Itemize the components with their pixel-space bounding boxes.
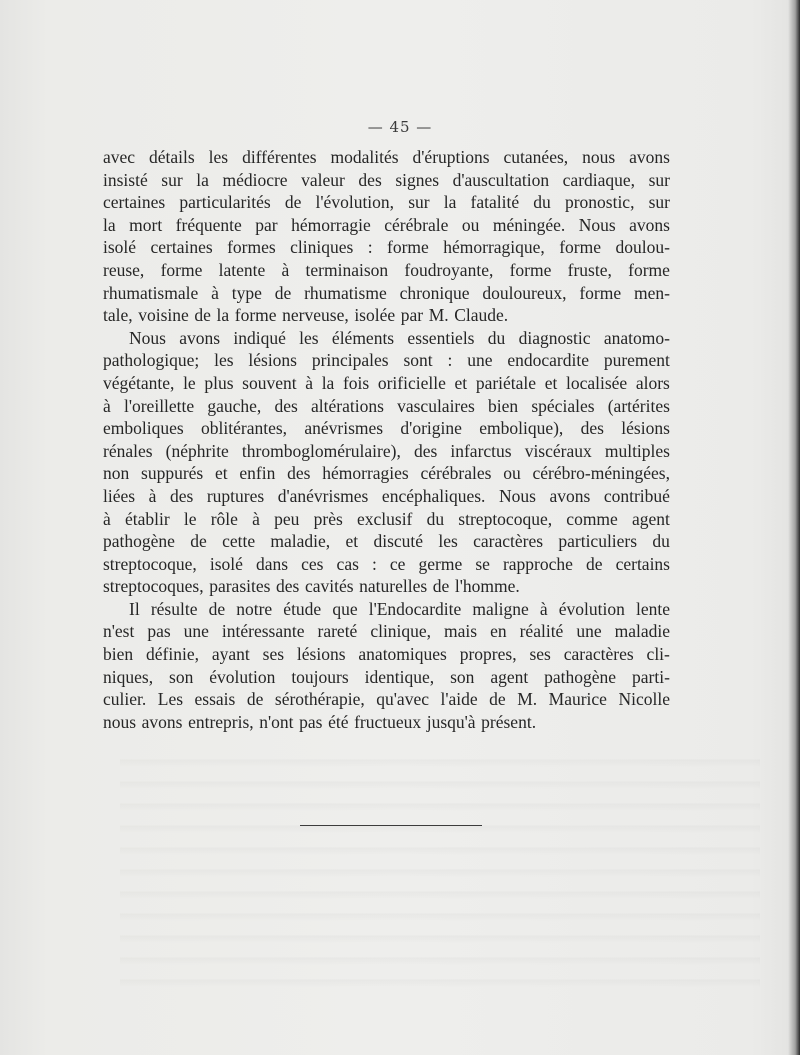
text-line: nous avons entrepris, n'ont pas été fructueux jusqu'à présent.: [103, 711, 537, 732]
body-text: [103, 146, 670, 733]
text-line: Nous avons indiqué les éléments essentiels du diagnostic anatomo-: [129, 327, 670, 348]
text-line: culier. Les essais de sérothérapie, qu'avec l'aide de M. Maurice Nicolle: [103, 689, 670, 710]
text-line: streptocoque, isolé dans ces cas : ce germe se rapproche de certains: [103, 553, 670, 574]
text-line: végétante, le plus souvent à la fois orificielle et pariétale et localisée alors: [103, 372, 670, 393]
text-line: rhumatismale à type de rhumatisme chronique douloureux, forme men-: [103, 282, 670, 303]
page-number: — 45 —: [367, 118, 433, 136]
text-line: certaines particularités de l'évolution, sur la fatalité du pronostic, sur: [103, 192, 670, 213]
text-line: rénales (néphrite thromboglomérulaire), des infarctus viscéraux multiples: [103, 440, 670, 461]
text-line: à établir le rôle à peu près exclusif du streptocoque, comme agent: [103, 508, 670, 529]
text-line: reuse, forme latente à terminaison foudroyante, forme fruste, forme: [103, 259, 670, 280]
text-line: la mort fréquente par hémorragie cérébrale ou méningée. Nous avons: [103, 214, 670, 235]
text-line: n'est pas une intéressante rareté clinique, mais en réalité une maladie: [103, 621, 670, 642]
text-line: pathologique; les lésions principales sont : une endocardite purement: [103, 350, 670, 371]
show-through-texture: [120, 745, 760, 995]
text-line: non suppurés et enfin des hémorragies cérébrales ou cérébro-méningées,: [103, 463, 670, 484]
text-line: liées à des ruptures d'anévrismes encéphaliques. Nous avons contribué: [103, 485, 670, 506]
text-line: isolé certaines formes cliniques : forme hémorragique, forme doulou-: [103, 237, 670, 258]
text-line: tale, voisine de la forme nerveuse, isolée par M. Claude.: [103, 305, 509, 326]
page-edge-shadow: [788, 0, 800, 1055]
text-line: bien définie, ayant ses lésions anatomiques propres, ses caractères cli-: [103, 644, 670, 665]
text-line: Il résulte de notre étude que l'Endocardite maligne à évolution lente: [129, 598, 670, 619]
text-line: insisté sur la médiocre valeur des signes d'auscultation cardiaque, sur: [103, 169, 670, 190]
text-line: avec détails les différentes modalités d'éruptions cutanées, nous avons: [103, 147, 670, 167]
text-line: à l'oreillette gauche, des altérations vasculaires bien spéciales (artérites: [103, 395, 670, 416]
end-rule: [300, 825, 482, 826]
text-line: streptocoques, parasites des cavités naturelles de l'homme.: [103, 576, 520, 597]
text-line: emboliques oblitérantes, anévrismes d'origine embolique), des lésions: [103, 418, 670, 439]
text-line: niques, son évolution toujours identique, son agent pathogène parti-: [103, 666, 670, 687]
text-line: pathogène de cette maladie, et discuté les caractères particuliers du: [103, 531, 670, 552]
